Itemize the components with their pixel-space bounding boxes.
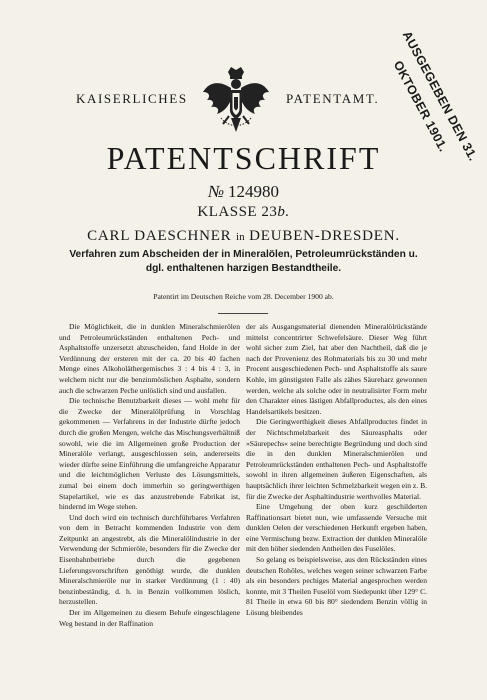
inventor-line bbox=[0, 227, 487, 246]
body-paragraph: der als Ausgangsmaterial dienenden Mineralölrückstände mittelst concentrirter Schwefelsäure. Dieser Weg führt wohl sicher zum Ziel, hat aber den Nachtheil, daß die je nach der Provenienz des Rohmaterials bis zu 30 und mehr Procent ausgeschiedenen Pech- und Asphaltstoffe als saure Kohle, im günstigsten Falle als zähes Säureharz gewonnen werden, welche als solche oder in neutralisirter Form mehr den Charakter eines lästigen Abfallproductes, als den eines Handelsartikels besitzen. bbox=[246, 322, 427, 416]
body-column-right bbox=[246, 322, 427, 619]
patent-number bbox=[0, 182, 487, 202]
body-paragraph: Die Geringwerthigkeit dieses Abfallproductes findet in der Nichtschmelzbarkeit des Säureasphalts oder »Säurepechs« seine berechtigte Begründung und doch sind die in den dunklen Mineralschmierölen und Petroleumrückständen enthaltenen Pech- und Asphaltstoffe sowohl in ihren allgemeinen äußeren Eigenschaften, als hauptsächlich ihrer leichten Schmelzbarkeit wegen ein z. B. für die Zwecke der Asphaltindustrie werthvolles Material. bbox=[246, 417, 427, 501]
patent-class bbox=[0, 203, 487, 221]
body-paragraph: Die technische Benutzbarkeit dieses — wohl mehr für die Zwecke der Mineralölprüfung in Vorschlag gekommenen — Verfahrens in der Industrie dürfte jedoch durch die großen Mengen, welche das Mischungsverhältniß sowohl, wie die im Allgemeinen große Production der Mineralöle verlangt, ausgeschlossen sein, andererseits wieder dürfte seine Einführung die umfangreiche Apparatur und die leichtmöglichen Verluste des Lösungsmittels, zumal bei einem doch immerhin so geringwerthigen Stapelartikel, wie es das anzustrebende Fabrikat ist, hindernd im Wege stehen. bbox=[59, 396, 240, 512]
issue-date-stamp: AUSGEGEBEN DEN 31. OKTOBER 1901. bbox=[390, 28, 481, 164]
document-title: PATENTSCHRIFT bbox=[106, 140, 381, 176]
body-paragraph: Eine Umgehung der oben kurz geschilderten Raffinationsart bietet nun, wie umfassende Versuche mit dunklen Oelen der verschiedenen Herkunft ergeben haben, eine Vermischung bezw. Extraction der dunklen Mineralöle mit den höher siedenden Antheilen des Fuselöles. bbox=[246, 502, 427, 554]
patent-subject: Verfahren zum Abscheiden der in Mineralölen, Petroleumrückständen u. dgl. enthaltenen harzigen Bestandtheile. bbox=[69, 249, 418, 274]
patent-class-suffix: b. bbox=[277, 204, 290, 220]
imperial-eagle-emblem-icon bbox=[201, 66, 271, 138]
patent-number-prefix: № bbox=[207, 182, 225, 201]
patent-class-label: KLASSE bbox=[197, 204, 258, 220]
body-paragraph: Die Möglichkeit, die in dunklen Mineralschmierölen und Petroleumrückständen enthaltenen Pech- und Asphaltstoffe unzersetzt abzuscheiden, fand Holde in der Verdünnung der ersteren mit der ca. 20 bis 40 fachen Menge eines Alkoholäthergemisches 3 : 4 bis 4 : 3, in welchem nicht nur die benzinmöslichen Asphalte, sondern auch die schwarzen Peche unlöslich sind und ausfallen. bbox=[59, 322, 240, 395]
inventor-name: CARL DAESCHNER bbox=[87, 228, 232, 244]
body-column-left bbox=[59, 322, 240, 629]
patent-number-value: 124980 bbox=[228, 182, 280, 201]
divider bbox=[218, 313, 268, 314]
patent-date-line: Patentirt im Deutschen Reiche vom 28. December 1900 ab. bbox=[153, 292, 334, 301]
body-paragraph: Der im Allgemeinen zu diesem Behufe eingeschlagene Weg bestand in der Raffination bbox=[59, 608, 240, 628]
body-paragraph: So gelang es beispielsweise, aus den Rückständen eines deutschen Rohöles, welches wegen seiner schwarzen Farbe als ein besonders pechiges Material angesprochen werden konnte, mit 3 Theilen Fuselöl vom Siedepunkt über 129° C. 81 Theile in etwa 60 bis 80° siedendem Benzin völlig in Lösung bleibendes bbox=[246, 555, 427, 618]
inventor-in: in bbox=[236, 231, 245, 243]
header-office-right: PATENTAMT. bbox=[286, 91, 380, 106]
patent-class-value: 23 bbox=[261, 204, 278, 220]
body-paragraph: Und doch wird ein technisch durchführbares Verfahren von dem in Betracht kommenden Industrie von dem Zeitpunkt an angestrebt, als die Mineralölindustrie in der Verwendung der Schmieröle, besonders für die Zwecke der Eisenbahnbetriebe durch die gegebenen Lieferungsvorschriften genöthigt wurde, die dunklen Mineralschmieröle nur in starker Verdünnung (1 : 40) benzinbeständig, d. h. in Benzin vollkommen löslich, herzustellen. bbox=[59, 512, 240, 607]
inventor-place: DEUBEN-DRESDEN. bbox=[249, 228, 400, 244]
header-office-left: KAISERLICHES bbox=[76, 91, 188, 106]
